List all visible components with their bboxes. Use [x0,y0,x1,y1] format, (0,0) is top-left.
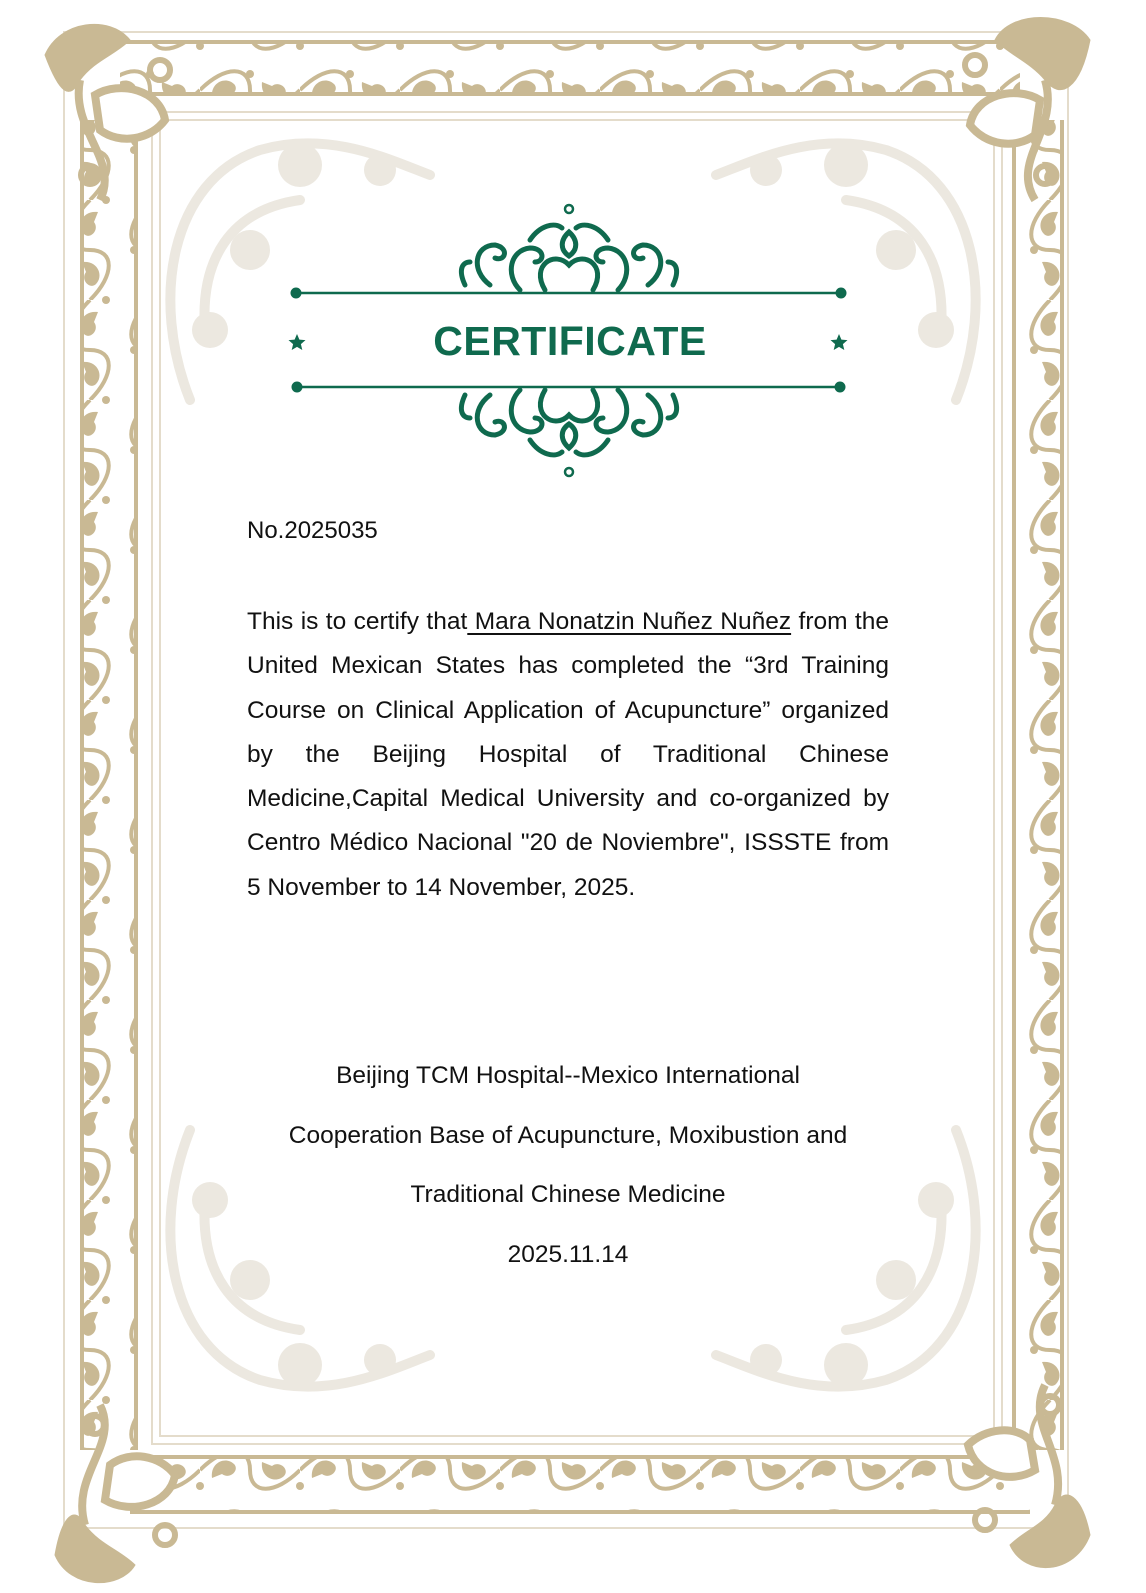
certify-intro: This is to certify that [247,608,468,635]
certificate-number: No.2025035 [247,517,378,544]
issuer-line-3: Traditional Chinese Medicine [410,1181,726,1208]
certificate-statement: from the United Mexican States has completed the “3rd Training Course on Clinical Application of Acupuncture” organized by the Beijing Hospital of Traditional Chinese Medicine,Capital Medical University and co-organized by Centro Médico Nacional "20 de Noviembre", ISSSTE from 5 November to 14 November, 2025. [247,608,889,901]
issuer-line-1: Beijing TCM Hospital--Mexico International [336,1062,800,1089]
certificate-title: CERTIFICATE [433,318,707,364]
filigree-bottom-icon [461,390,676,455]
recipient-name: Mara Nonatzin Nuñez Nuñez [467,608,792,635]
issuer-line-2: Cooperation Base of Acupuncture, Moxibustion and [288,1121,848,1149]
ornament-ring-bottom-icon [565,468,573,476]
filigree-top-icon [461,225,676,290]
ornament-ring-top-icon [565,205,573,213]
certificate-body [247,600,889,910]
issuer-block [230,1046,906,1284]
issue-date: 2025.11.14 [507,1240,629,1268]
